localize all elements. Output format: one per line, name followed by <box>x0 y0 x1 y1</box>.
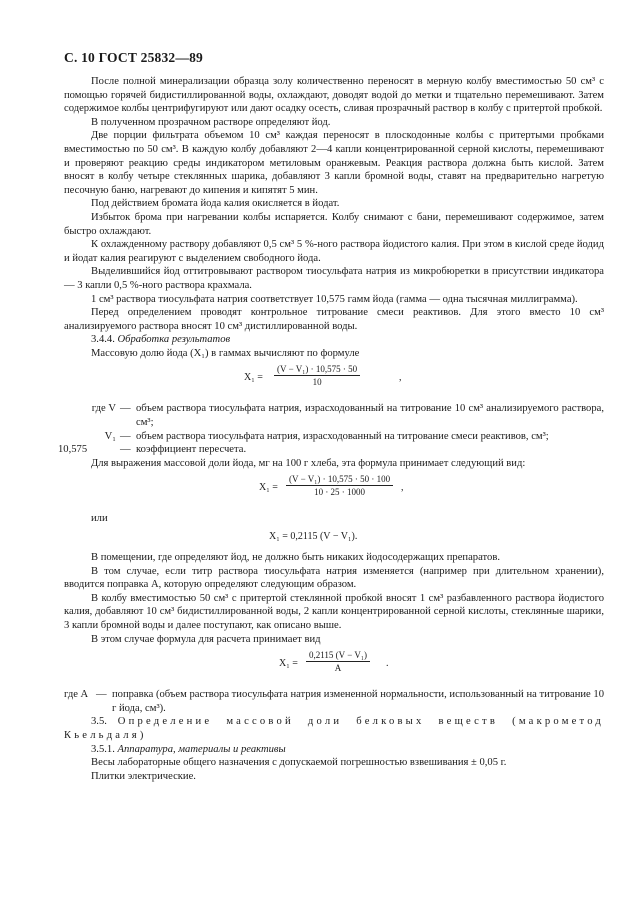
formula-numerator: 0,2115 (V − V₁) <box>306 649 370 662</box>
paragraph: В полученном прозрачном растворе определяют йод. <box>91 116 331 128</box>
paragraph: Две порции фильтрата объемом 10 см³ каждая переносят в плоскодонные колбы с притертыми пробками вместимостью по 50 см³. В каждую колбу добавляют 2—4 капли концентрированной серной кислоты, перемешивают и проверяют реакцию среды индикатором метиловым оранжевым. Реакция раствора должна быть кислой. Затем вносят в колбу четыре стеклянных шарика, добавляют 3 капли бромной воды, ставят на предварительно нагретую песочную баню, нагревают до кипения и кипятят 5 мин. <box>64 130 604 196</box>
paragraph: Для выражения массовой доли йода, мг на 100 г хлеба, эта формула принимает следующий вид: <box>91 457 526 469</box>
paragraph: В помещении, где определяют йод, не должно быть никаких йодосодержащих препаратов. <box>91 552 500 564</box>
formula-4 <box>64 649 604 679</box>
formula-lhs: X₁ = <box>244 372 263 384</box>
definition-dash: — <box>120 403 131 415</box>
section-number: 3.4.4. <box>91 334 115 346</box>
definition-text: объем раствора тиосульфата натрия, израсходованный на титрование смеси реактивов, см³; <box>136 430 549 442</box>
section-title: Аппаратура, материалы и реактивы <box>117 743 286 755</box>
section-heading <box>64 715 604 742</box>
paragraph: Выделившийся йод оттитровывают раствором тиосульфата натрия из микробюретки в присутствии индикатора — 3 капли 0,5 %-ного раствора крахмала. <box>64 266 604 291</box>
section-number: 3.5.1. <box>91 743 115 755</box>
formula-denominator: 10 <box>312 377 322 388</box>
paragraph: К охлажденному раствору добавляют 0,5 см³ 5 %-ного раствора йодистого калия. При этом в кислой среде йодид и йодат калия реагируют с выделением свободного йода. <box>64 239 604 264</box>
definition-item <box>64 688 604 715</box>
formula-fraction <box>286 473 393 498</box>
page-header: С. 10 ГОСТ 25832—89 <box>64 50 203 65</box>
paragraph: В этом случае формула для расчета принимает вид <box>91 633 321 645</box>
definition-text: коэффициент пересчета. <box>136 444 247 456</box>
paragraph: После полной минерализации образца золу количественно переносят в мерную колбу вместимостью 50 см³ с помощью горячей бидистиллированной воды, охлаждают, доводят водой до метки и тщательно перемешивают. Затем содержимое колбы центрифугируют или дают осадку осесть, сливая прозрачный раствор в колбу с притертой пробкой. <box>64 76 604 115</box>
formula-lhs: X₁ = <box>259 482 278 494</box>
formula-text: X₁ = 0,2115 (V − V₁). <box>269 531 358 543</box>
connector-text: или <box>91 513 108 525</box>
paragraph: Плитки электрические. <box>91 770 196 782</box>
formula-2 <box>64 473 604 503</box>
definition-dash: — <box>120 444 131 456</box>
section-heading <box>64 333 604 347</box>
definition-dash: — <box>96 689 107 701</box>
paragraph: Перед определением проводят контрольное титрование смеси реактивов. Для этого вместо 10 см³ анализируемого раствора вносят 10 см³ дистиллированной воды. <box>64 307 604 332</box>
definition-dash: — <box>120 430 131 442</box>
definition-term: где A <box>64 689 89 701</box>
section-title: Обработка результатов <box>117 334 231 346</box>
definition-item <box>64 402 604 429</box>
formula-denominator: 10 · 25 · 1000 <box>314 487 366 498</box>
paragraph: Под действием бромата йода калия окисляется в йодат. <box>91 198 340 210</box>
definition-term: 10,575 <box>58 444 88 456</box>
definitions-list <box>58 402 604 456</box>
formula-denominator: A <box>334 663 342 674</box>
section-number: 3.5. <box>91 716 107 728</box>
definition-text: объем раствора тиосульфата натрия, израсходованный на титрование 10 см³ анализируемого раствора, см³; <box>136 403 604 429</box>
definition-term: V₁ <box>104 430 116 442</box>
definition-text: поправка (объем раствора тиосульфата натрия измененной нормальности, использованный на титрование 10 г йода, см³). <box>112 689 604 714</box>
section-title: Определение массовой доли белковых веществ (макрометод Кьельдаля) <box>64 716 604 741</box>
formula-tail: , <box>401 482 404 494</box>
definition-term: где V <box>91 403 116 415</box>
formula-tail: , <box>399 372 402 384</box>
formula-fraction <box>274 363 360 388</box>
formula-numerator: (V − V₁) · 10,575 · 50 <box>274 363 360 376</box>
paragraph: В колбу вместимостью 50 см³ с притертой стеклянной пробкой вносят 1 см³ разбавленного раствора йодистого калия, добавляют 10 см³ бидистиллированной воды, 2 капли концентрированной серной кислоты, стеклянные шарики, 3 капли бромной воды и далее поступают, как описано выше. <box>64 592 604 631</box>
formula-1 <box>64 363 604 393</box>
formula-lhs: X₁ = <box>279 658 298 670</box>
paragraph: Избыток брома при нагревании колбы испаряется. Колбу снимают с бани, перемешивают содержимое, затем быстро охлаждают. <box>64 211 604 237</box>
formula-fraction <box>306 649 370 674</box>
subsection-heading <box>64 743 604 757</box>
definition-item <box>64 430 604 444</box>
document-body <box>58 75 604 783</box>
paragraph: Весы лабораторные общего назначения с допускаемой погрешностью взвешивания ± 0,05 г. <box>91 757 507 769</box>
paragraph: В том случае, если титр раствора тиосульфата натрия изменяется (например при длительном хранении), вводится поправка A, которую определяют следующим образом. <box>64 565 604 591</box>
formula-3 <box>64 529 604 545</box>
formula-tail: . <box>386 658 389 670</box>
paragraph: 1 см³ раствора тиосульфата натрия соответствует 10,575 гамм йода (гамма — одна тысячная миллиграмма). <box>91 293 578 305</box>
definition-item <box>58 443 604 457</box>
formula-numerator: (V − V₁) · 10,575 · 50 · 100 <box>286 473 393 486</box>
paragraph: Массовую долю йода (X₁) в гаммах вычисляют по формуле <box>91 347 360 359</box>
